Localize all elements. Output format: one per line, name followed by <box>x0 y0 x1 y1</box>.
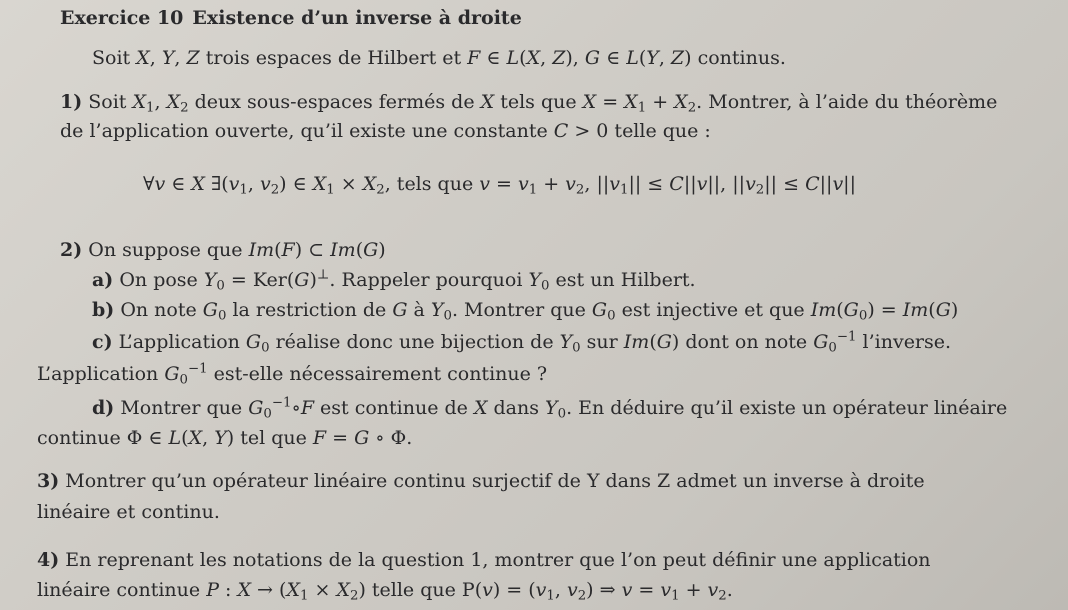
q2c-line-2: L’application $G_0^{-1}$ est-elle nécessairement continue ? <box>37 361 548 388</box>
q2d-line-1: d) Montrer que $G_0^{-1}\circ F$ est continue de X dans $Y_0$. En déduire qu’il existe un opérateur linéaire <box>92 395 1008 422</box>
q2d-line-2: continue Φ ∈ L(X, Y) tel que F = G ∘ Φ. <box>37 427 413 449</box>
q2d-label: d) <box>92 397 115 419</box>
exercise-heading <box>60 6 522 30</box>
q2b-label: b) <box>92 299 115 321</box>
q2c-label: c) <box>92 331 113 353</box>
intro-line: Soit X, Y, Z trois espaces de Hilbert et F ∈ L(X, Z), G ∈ L(Y, Z) continus. <box>92 47 786 69</box>
q4-line-2: linéaire continue P : $X \to (X_1 \times X_2)$ telle que $P(v) = (v_1$, $v_2$) ⇒ $v = v_1 + v_2$. <box>37 579 733 604</box>
q2b-line: b) On note $G_0$ la restriction de G à $Y_0$. Montrer que $G_0$ est injective et que $Im(G_0) = Im(G)$ <box>92 299 959 324</box>
q1-formula: ∀v ∈ X $\exists(v_1$, $v_2$) ∈ $X_1 \times X_2$, tels que $v = v_1 + v_2$, $||v_1|| \le C||v||$, $||v_2|| \le C||v||$ <box>143 173 856 198</box>
q1-number: 1) <box>60 91 83 113</box>
q3-line-2: linéaire et continu. <box>37 501 220 523</box>
q2a-label: a) <box>92 269 114 291</box>
q4-line-1: 4) En reprenant les notations de la question 1, montrer que l’on peut définir une application <box>37 549 931 571</box>
q1-line-1: 1) Soit $X_1$, $X_2$ deux sous-espaces fermés de X tels que $X = X_1 + X_2$. Montrer, à l’aide du théorème <box>60 91 998 116</box>
q4-number: 4) <box>37 549 60 571</box>
q1-line-2: de l’application ouverte, qu’il existe une constante C > 0 telle que : <box>60 120 711 142</box>
exercise-number: Exercice 10 <box>60 7 184 29</box>
q3-line-1: 3) Montrer qu’un opérateur linéaire continu surjectif de Y dans Z admet un inverse à droite <box>37 470 925 492</box>
q2-line: 2) On suppose que Im(F) ⊂ Im(G) <box>60 239 386 261</box>
q2a-line: a) On pose $Y_0 = Ker(G)^\perp$. Rappeler pourquoi $Y_0$ est un Hilbert. <box>92 267 696 294</box>
q2-number: 2) <box>60 239 83 261</box>
q2c-line-1: c) L’application $G_0$ réalise donc une bijection de $Y_0$ sur Im(G) dont on note $G_0^{-1}$ l’inverse. <box>92 329 952 356</box>
exercise-title: Existence d’un inverse à droite <box>192 7 522 29</box>
q3-number: 3) <box>37 470 60 492</box>
